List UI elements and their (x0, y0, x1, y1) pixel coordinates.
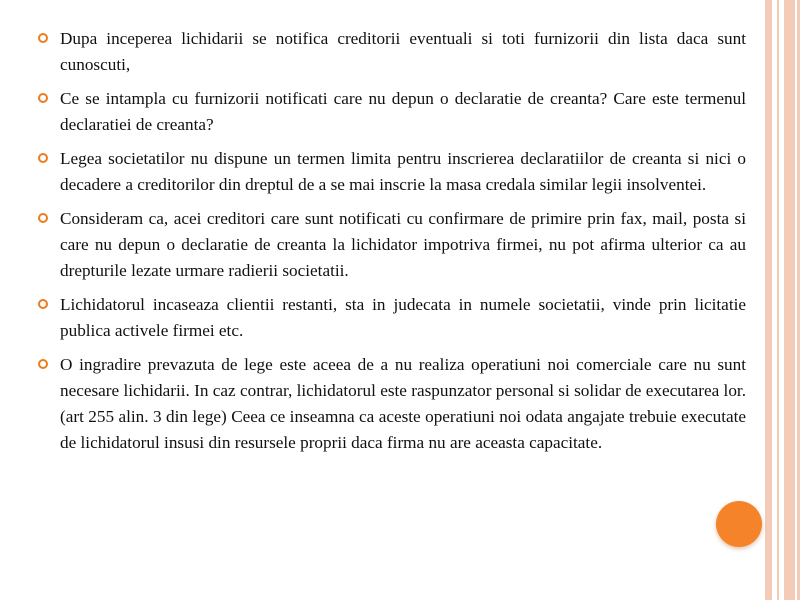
bullet-text: Lichidatorul incaseaza clientii restanti, sta in judecata in numele societatii, vinde prin licitatie publica activele firmei etc. (60, 295, 746, 340)
decorative-stripe (765, 0, 772, 600)
bullet-text: O ingradire prevazuta de lege este aceea de a nu realiza operatiuni noi comerciale care nu sunt necesare lichidarii. In caz contrar, lichidatorul este raspunzator personal si solidar de executarea lor. (art 255 alin. 3 din lege) Ceea ce inseamna ca aceste operatiuni noi odata angajate trebuie executate de lichidatorul insusi din resursele proprii daca firma nu are aceasta capacitate. (60, 355, 746, 452)
decorative-stripe (777, 0, 779, 600)
bullet-text: Ce se intampla cu furnizorii notificati care nu depun o declaratie de creanta? Care este termenul declaratiei de creanta? (60, 89, 746, 134)
ring-bullet-icon (38, 359, 48, 369)
bullet-text: Dupa inceperea lichidarii se notifica creditorii eventuali si toti furnizorii din lista daca sunt cunoscuti, (60, 29, 746, 74)
ring-bullet-icon (38, 213, 48, 223)
ring-bullet-icon (38, 153, 48, 163)
bullet-text: Legea societatilor nu dispune un termen limita pentru inscrierea declaratiilor de creanta si nici o decadere a creditorilor din dreptul de a se mai inscrie la masa credala similar legii insolventei. (60, 149, 746, 194)
ring-bullet-icon (38, 33, 48, 43)
bullet-item-5 (36, 292, 746, 344)
orange-circle-icon (716, 501, 762, 547)
decorative-stripe (784, 0, 795, 600)
bullet-text: Consideram ca, acei creditori care sunt notificati cu confirmare de primire prin fax, mail, posta si care nu depun o declaratie de creanta la lichidator impotriva firmei, nu pot afirma ulterior ca au drepturile lezate urmare radierii societatii. (60, 209, 746, 280)
bullet-list (36, 26, 746, 456)
bullet-item-2 (36, 86, 746, 138)
bullet-item-4 (36, 206, 746, 284)
bullet-item-1 (36, 26, 746, 78)
bullet-item-3 (36, 146, 746, 198)
bullet-item-6 (36, 352, 746, 456)
slide-content (36, 26, 746, 464)
ring-bullet-icon (38, 93, 48, 103)
ring-bullet-icon (38, 299, 48, 309)
